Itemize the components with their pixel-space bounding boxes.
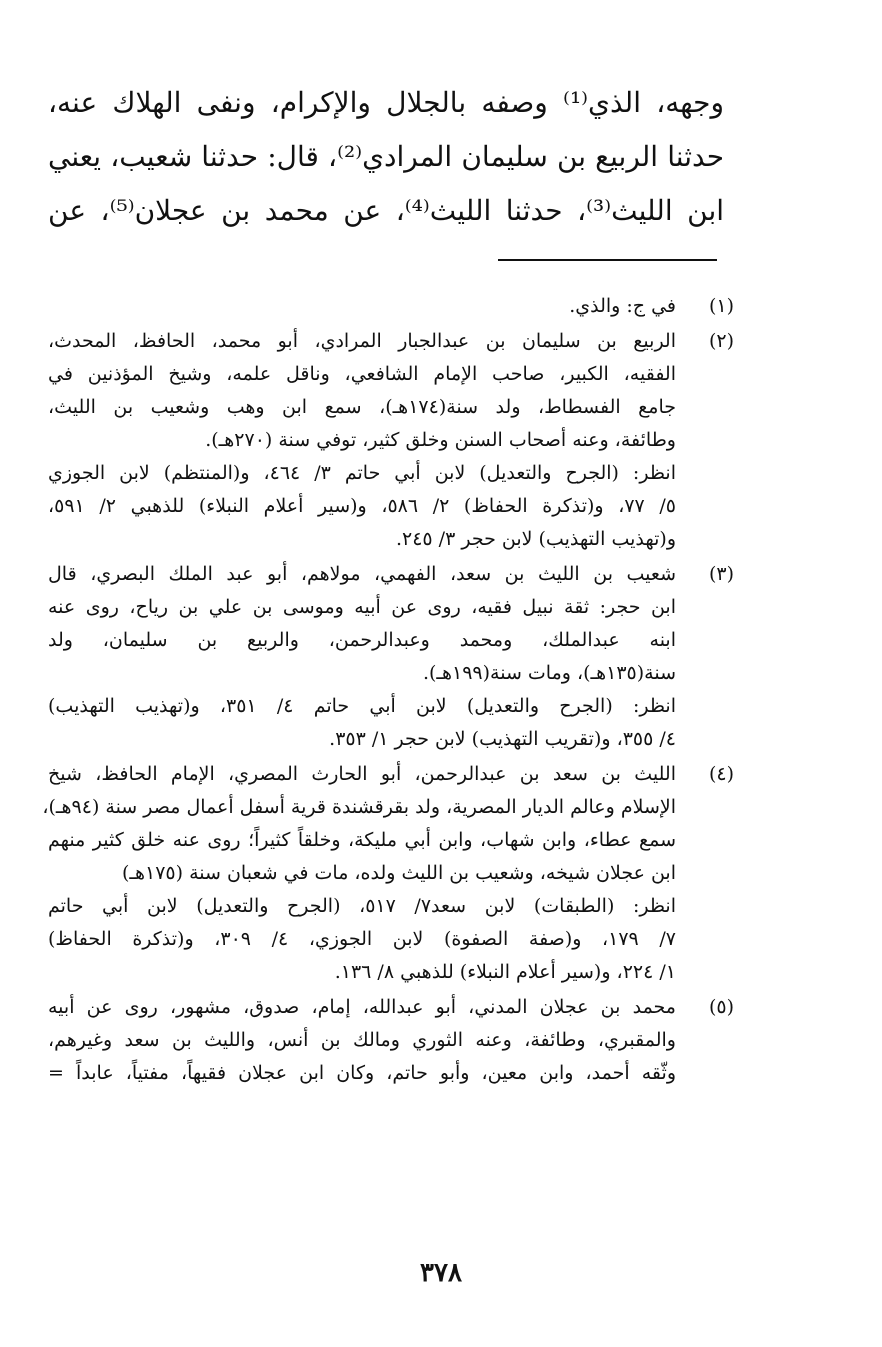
footnote-line: ابنه عبدالملك، ومحمد وعبدالرحمن، والربيع بن سليمان، ولد [48,629,676,651]
main-text-line: حدثنا الربيع بن سليمان المرادي⁽²⁾، قال: حدثنا شعيب، يعني [48,140,725,173]
main-text-block [48,76,724,238]
footnote-number: (١) [708,295,734,317]
footnote-line: انظر: (الجرح والتعديل) لابن أبي حاتم ٣/ ٤٦٤، و(المنتظم) لابن الجوزي [48,462,676,484]
footnote-line: انظر: (الطبقات) لابن سعد٧/ ٥١٧، (الجرح والتعديل) لابن أبي حاتم [48,895,676,917]
footnote-body [48,558,676,756]
footnote-3 [48,558,734,756]
footnote-number: (٤) [708,763,734,785]
footnote-line: الإسلام وعالم الديار المصرية، ولد بقرقشندة قرية أسفل أعمال مصر سنة (٩٤هـ)، [42,796,676,818]
footnote-line: ٤/ ٣٥٥، و(تقريب التهذيب) لابن حجر ١/ ٣٥٣. [329,728,676,750]
main-text-line: وجهه، الذي⁽¹⁾ وصفه بالجلال والإكرام، ونفى الهلاك عنه، [48,86,724,119]
footnote-line: ٧/ ١٧٩، و(صفة الصفوة) لابن الجوزي، ٤/ ٣٠٩، و(تذكرة الحفاظ) [48,928,676,950]
footnote-line: و(تهذيب التهذيب) لابن حجر ٣/ ٢٤٥. [395,528,676,550]
footnote-line: وطائفة، وعنه أصحاب السنن وخلق كثير، توفي سنة (٢٧٠هـ). [205,429,676,451]
footnote-line: والمقبري، وطائفة، وعنه الثوري ومالك بن أنس، والليث بن سعد وغيرهم، [48,1029,676,1051]
footnote-line: ٥/ ٧٧، و(تذكرة الحفاظ) ٢/ ٥٨٦، و(سير أعلام النبلاء) للذهبي ٢/ ٥٩١، [48,495,676,517]
footnote-line: انظر: (الجرح والتعديل) لابن أبي حاتم ٤/ ٣٥١، و(تهذيب التهذيب) [48,695,676,717]
footnote-line: جامع الفسطاط، ولد سنة(١٧٤هـ)، سمع ابن وهب وشعيب بن الليث، [48,396,676,418]
footnote-line: في ج: والذي. [569,295,676,317]
page-number: ٣٧٨ [420,1258,462,1288]
footnote-body [48,325,676,556]
footnote-line: ١/ ٢٢٤، و(سير أعلام النبلاء) للذهبي ٨/ ١٣٦. [334,961,676,983]
footnote-number: (٣) [708,563,734,585]
footnote-line: شعيب بن الليث بن سعد، الفهمي، مولاهم، أبو عبد الملك البصري، قال [48,563,676,585]
footnotes-section [42,290,734,1092]
footnote-number: (٢) [708,330,734,352]
footnote-line: محمد بن عجلان المدني، أبو عبدالله، إمام، صدوق، مشهور، روى عن أبيه [48,996,676,1018]
footnote-line: ابن عجلان شيخه، وشعيب بن الليث ولده، مات في شعبان سنة (١٧٥هـ) [122,862,676,884]
footnote-2 [48,325,734,556]
footnote-line: الليث بن سعد بن عبدالرحمن، أبو الحارث المصري، الإمام الحافظ، شيخ [48,763,676,785]
footnote-number: (٥) [708,996,734,1018]
footnote-line: الفقيه، الكبير، صاحب الإمام الشافعي، وناقل علمه، وشيخ المؤذنين في [48,363,676,385]
footnote-line: سمع عطاء، وابن شهاب، وابن أبي مليكة، وخلقاً كثيراً؛ روى عنه خلق كثير منهم [48,829,676,851]
footnote-line: الربيع بن سليمان بن عبدالجبار المرادي، أبو محمد، الحافظ، المحدث، [48,330,676,352]
footnote-line: سنة(١٣٥هـ)، ومات سنة(١٩٩هـ). [422,662,676,684]
footnote-5 [48,991,734,1090]
footnote-4 [42,758,734,989]
footnote-body [48,290,676,323]
footnote-body [42,758,676,989]
footnote-1 [48,290,734,323]
footnote-body [48,991,676,1090]
footnote-line: ابن حجر: ثقة نبيل فقيه، روى عن أبيه وموسى بن علي بن رياح، روى عنه [48,596,676,618]
main-text-line: ابن الليث⁽³⁾، حدثنا الليث⁽⁴⁾، عن محمد بن عجلان⁽⁵⁾، عن [48,194,725,227]
footnote-separator [498,259,717,261]
footnote-line: وثّقه أحمد، وابن معين، وأبو حاتم، وكان ابن عجلان فقيهاً، مفتياً، عابداً = [48,1062,676,1084]
